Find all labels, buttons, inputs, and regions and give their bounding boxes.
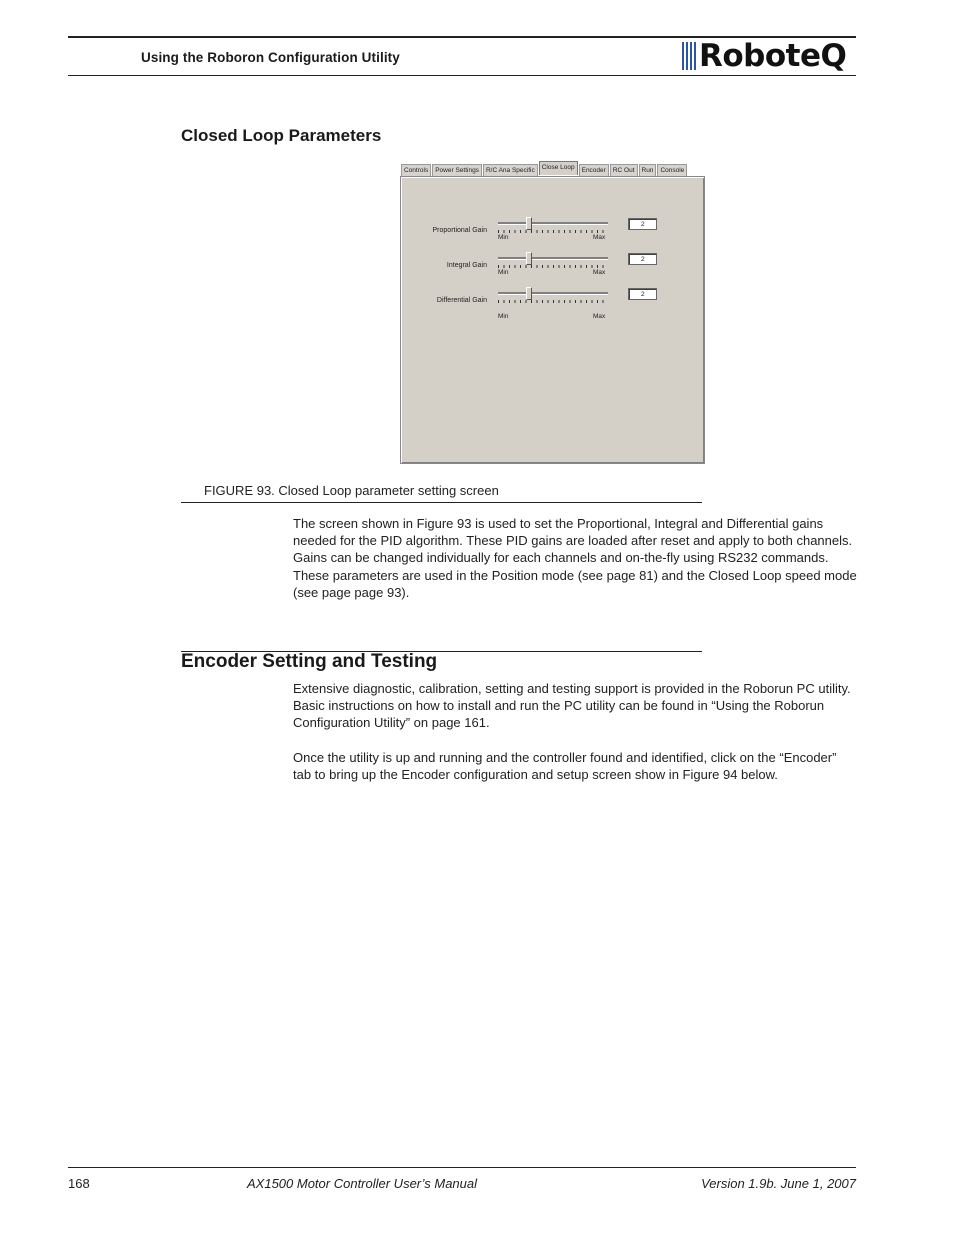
differential-gain-max-label: Max [593,313,606,320]
logo-bars-icon [682,42,696,70]
differential-gain-slider-thumb[interactable] [526,287,532,300]
proportional-gain-value-field[interactable]: 2 [628,218,657,230]
proportional-gain-min-label: Min [498,234,509,241]
section-title-encoder: Encoder Setting and Testing [181,651,438,672]
tab-power-settings[interactable]: Power Settings [432,164,482,176]
footer-rule [68,1167,856,1168]
tab-rc-out[interactable]: RC Out [610,164,638,176]
header-rule-bottom [68,75,856,76]
integral-gain-slider-ticks [498,265,608,268]
integral-gain-value-field[interactable]: 2 [628,253,657,265]
tab-console[interactable]: Console [657,164,687,176]
logo-text: RoboteQ [699,38,847,74]
proportional-gain-slider-ticks [498,230,608,233]
integral-gain-slider-thumb[interactable] [526,252,532,265]
caption-rule [181,502,702,503]
integral-gain-label: Integral Gain [446,262,487,269]
tab-encoder[interactable]: Encoder [579,164,609,176]
proportional-gain-label: Proportional Gain [432,227,487,234]
closed-loop-dialog [400,163,705,464]
body-paragraph-3: Once the utility is up and running and the controller found and identified, click on the “Encoder” tab to bring up the Encoder configuration and setup screen show in Figure 94 below. [293,750,837,783]
proportional-gain-slider-thumb[interactable] [526,217,532,230]
differential-gain-value-field[interactable]: 2 [628,288,657,300]
body-paragraph-2: Extensive diagnostic, calibration, setting and testing support is provided in the Roborun PC utility. Basic instructions on how to install and run the PC utility can be found in “Using the Roborun Configuration Utility” on page 161. [293,681,851,731]
footer-manual-title: AX1500 Motor Controller User’s Manual [247,1176,478,1191]
differential-gain-slider-track[interactable] [498,292,608,295]
roboteq-logo [682,40,846,72]
proportional-gain-slider-track[interactable] [498,222,608,225]
differential-gain-label: Differential Gain [436,297,487,304]
integral-gain-max-label: Max [593,269,606,276]
figure-caption: FIGURE 93. Closed Loop parameter setting screen [204,483,499,498]
body-paragraph-1: The screen shown in Figure 93 is used to set the Proportional, Integral and Differential gains needed for the PID algorithm. These PID gains are loaded after reset and apply to both channels. Gains can be changed individually for each channels and on-the-fly using RS232 commands. These parameters are used in the Position mode (see page 81) and the Closed Loop speed mode (see page page 93). [293,516,857,600]
close-loop-panel [400,176,705,464]
tab-controls[interactable]: Controls [401,164,431,176]
integral-gain-min-label: Min [498,269,509,276]
running-header-title: Using the Roboron Configuration Utility [141,50,400,65]
proportional-gain-max-label: Max [593,234,606,241]
tab-r-c-ana-specific[interactable]: R/C Ana Specific [483,164,538,176]
page-number: 168 [68,1176,90,1191]
differential-gain-min-label: Min [498,313,509,320]
tab-close-loop[interactable]: Close Loop [539,161,578,175]
footer-version: Version 1.9b. June 1, 2007 [701,1176,856,1191]
differential-gain-slider-ticks [498,300,608,303]
integral-gain-slider-track[interactable] [498,257,608,260]
section-title-closed-loop: Closed Loop Parameters [181,126,382,145]
tab-run[interactable]: Run [639,164,657,176]
